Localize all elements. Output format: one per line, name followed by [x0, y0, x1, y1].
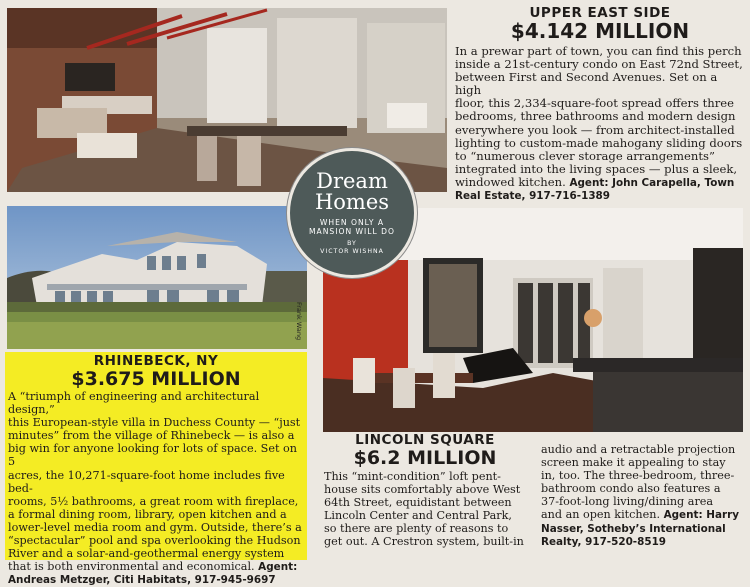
- listing-upper-east-side-description: [455, 45, 747, 203]
- text-line: in, too. The three-bedroom, three-: [541, 469, 735, 483]
- text-line: screen make it appealing to stay: [541, 456, 726, 470]
- badge-subtitle: WHEN ONLY A: [319, 218, 385, 227]
- badge-byline: VICTOR WISHNA: [320, 248, 384, 255]
- agent-info: Agent:: [258, 561, 298, 574]
- text-line: acres, the 10,271-square-foot home includes five bed-: [8, 468, 285, 495]
- text-line: a formal dining room, library, open kitchen and a: [8, 507, 287, 521]
- price-label: $6.2 MILLION: [353, 447, 497, 469]
- text-line: bathroom condo also features a: [541, 482, 721, 496]
- text-line: get out. A Crestron system, built-in: [324, 535, 524, 549]
- text-line: rooms, 5½ bathrooms, a great room with fireplace,: [8, 494, 299, 508]
- text-line: lower-level media room and gym. Outside, there’s a: [8, 520, 302, 534]
- agent-info: Realty, 917-520-8519: [541, 535, 667, 548]
- badge-subtitle: MANSION WILL DO: [308, 227, 395, 236]
- badge-byline: BY: [347, 240, 357, 247]
- text-fragment: and an open kitchen.: [541, 508, 664, 522]
- text-line: bedrooms, three bathrooms and modern design: [455, 109, 736, 124]
- dream-homes-badge: [287, 148, 417, 278]
- text-line: “spectacular” pool and spa overlooking the Hudson: [8, 534, 301, 548]
- text-line: This “mint-condition” loft pent-: [324, 470, 501, 483]
- listing-rhinebeck-description: [8, 390, 306, 587]
- agent-info: Real Estate, 917-716-1389: [455, 190, 611, 203]
- agent-info: Andreas Metzger, Citi Habitats, 917-945-9697: [8, 574, 276, 587]
- agent-info: Nasser, Sotheby’s International: [541, 522, 726, 535]
- text-line: Lincoln Center and Central Park,: [324, 509, 512, 523]
- listing-upper-east-side-headline: [455, 5, 745, 42]
- text-line: everywhere you look — from architect-installed: [455, 122, 735, 137]
- text-line: [455, 176, 747, 190]
- text-line: [8, 560, 306, 574]
- agent-info: Agent: Harry: [663, 509, 739, 522]
- location-label: UPPER EAST SIDE: [529, 5, 671, 21]
- listing-lincoln-square-description-col2: [541, 443, 746, 549]
- text-line: house sits comfortably above West: [324, 483, 521, 497]
- text-line: lighting to custom-made mahogany sliding doors: [455, 135, 743, 150]
- text-line: 64th Street, equidistant between: [324, 496, 512, 510]
- text-line: big win for anyone looking for lots of space. Set on 5: [8, 442, 297, 469]
- text-line: [541, 508, 746, 522]
- photo-rhinebeck: [7, 206, 307, 349]
- listing-rhinebeck-headline: [5, 353, 307, 389]
- text-line: minutes” from the village of Rhinebeck — is also a: [8, 429, 295, 443]
- text-line: floor, this 2,334-square-foot spread offers three: [455, 96, 735, 111]
- text-line: inside a 21st-century condo on East 72nd Street,: [455, 57, 743, 72]
- badge-title: Homes: [314, 190, 390, 214]
- listing-lincoln-square-description-col1: [324, 470, 534, 549]
- text-line: River and a solar-and-geothermal energy system: [8, 547, 285, 561]
- photo-credit: Frank Wang: [295, 302, 303, 341]
- text-line: to “numerous clever storage arrangements”: [455, 148, 715, 163]
- listing-lincoln-square-headline: [320, 433, 530, 468]
- text-line: between First and Second Avenues. Set on a high: [455, 70, 718, 98]
- location-label: RHINEBECK, NY: [93, 353, 219, 369]
- text-line: In a prewar part of town, you can find this perch: [455, 44, 742, 58]
- badge-title: Dream: [316, 169, 388, 193]
- text-line: A “triumph of engineering and architectural design,”: [8, 390, 260, 417]
- text-line: audio and a retractable projection: [541, 443, 736, 456]
- text-line: this European-style villa in Duchess County — “just: [8, 416, 301, 430]
- agent-info: Agent: John Carapella, Town: [569, 176, 735, 189]
- price-label: $3.675 MILLION: [71, 368, 241, 390]
- location-label: LINCOLN SQUARE: [355, 432, 495, 448]
- text-line: so there are plenty of reasons to: [324, 522, 509, 536]
- text-line: 37-foot-long living/dining area: [541, 495, 714, 509]
- text-fragment: windowed kitchen.: [455, 174, 570, 189]
- text-fragment: that is both environmental and economical.: [8, 560, 259, 574]
- price-label: $4.142 MILLION: [510, 19, 690, 43]
- text-line: integrated into the living spaces — plus a sleek,: [455, 161, 738, 176]
